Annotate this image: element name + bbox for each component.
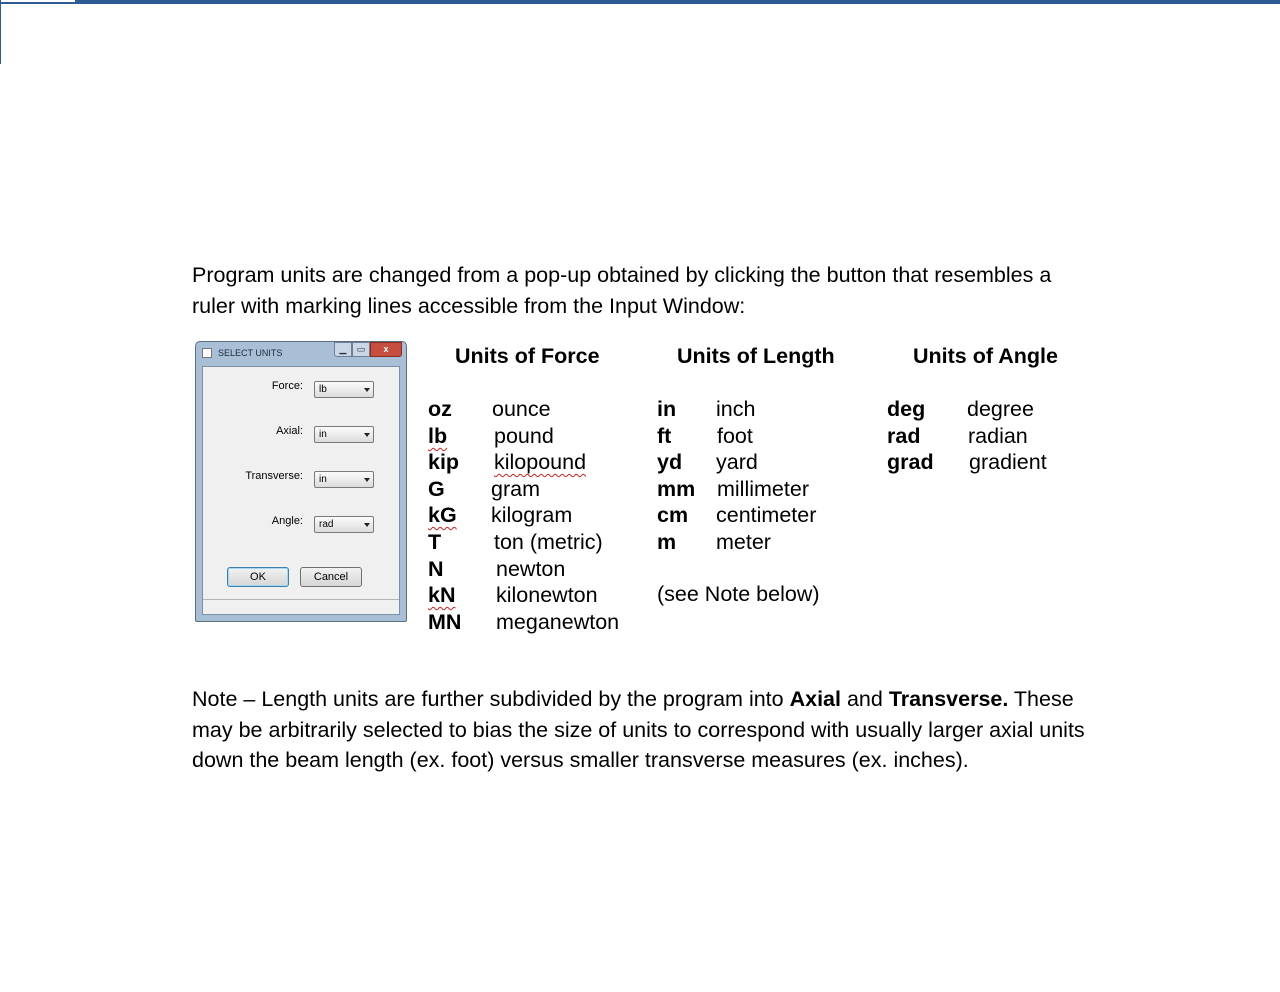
maximize-icon[interactable]: ▭ <box>352 342 370 357</box>
angle-unit-name: degree <box>967 397 1034 421</box>
close-icon[interactable]: x <box>370 342 402 357</box>
cancel-button[interactable]: Cancel <box>300 567 362 587</box>
chevron-down-icon <box>364 478 370 482</box>
transverse-select[interactable] <box>314 471 374 488</box>
chevron-down-icon <box>364 388 370 392</box>
angle-units-header: Units of Angle <box>913 344 1058 368</box>
dialog-titlebar[interactable] <box>196 342 406 364</box>
left-border-line <box>0 0 1 64</box>
note-rest: These may be arbitrarily selected to bias the size of units to correspond with usually larger axial units down the beam length (ex. foot) versus smaller transverse measures (ex. inches). <box>192 687 1085 772</box>
force-unit-name: kilogram <box>491 503 573 527</box>
length-unit-name: foot <box>717 424 753 448</box>
angle-select[interactable] <box>314 516 374 533</box>
note-paragraph <box>192 684 1097 776</box>
dialog-body <box>202 366 400 615</box>
angle-unit-name: gradient <box>969 450 1047 474</box>
length-unit-name: inch <box>716 397 756 421</box>
note-axial: Axial <box>789 687 841 711</box>
length-unit-code: in <box>657 397 677 421</box>
length-unit-name: millimeter <box>717 477 809 501</box>
force-unit-name: kilonewton <box>496 583 598 607</box>
length-units-header: Units of Length <box>677 344 835 368</box>
length-note-reference: (see Note below) <box>657 582 820 606</box>
minimize-icon[interactable]: ▁ <box>334 342 352 357</box>
angle-unit-code: grad <box>887 450 934 474</box>
dialog-title: SELECT UNITS <box>218 348 283 358</box>
note-and: and <box>840 687 889 711</box>
window-controls <box>334 342 402 358</box>
chevron-down-icon <box>364 433 370 437</box>
length-unit-code: cm <box>657 503 689 527</box>
axial-select-value: in <box>319 429 327 440</box>
length-unit-code: m <box>657 530 677 554</box>
force-unit-code: kG <box>428 503 457 527</box>
force-unit-name: ounce <box>492 397 551 421</box>
force-unit-name: kilopound <box>494 450 587 474</box>
length-unit-code: mm <box>657 477 696 501</box>
axial-label: Axial: <box>276 425 303 437</box>
chevron-down-icon <box>364 523 370 527</box>
force-select-value: lb <box>319 384 327 395</box>
force-unit-code: T <box>428 530 442 554</box>
length-unit-name: yard <box>716 450 758 474</box>
force-unit-name: meganewton <box>496 610 620 634</box>
length-unit-name: meter <box>716 530 771 554</box>
ok-button[interactable]: OK <box>227 567 289 587</box>
transverse-label: Transverse: <box>245 470 303 482</box>
length-unit-code: yd <box>657 450 683 474</box>
note-transverse: Transverse. <box>888 687 1009 711</box>
angle-unit-code: rad <box>887 424 921 448</box>
force-unit-code: G <box>428 477 445 501</box>
force-unit-name: newton <box>496 557 566 581</box>
force-unit-code: kN <box>428 583 456 607</box>
force-unit-code: lb <box>428 424 448 448</box>
force-unit-code: MN <box>428 610 462 634</box>
top-border-gap <box>0 0 75 2</box>
force-label: Force: <box>271 380 303 392</box>
status-bar <box>203 599 399 615</box>
intro-paragraph: Program units are changed from a pop-up obtained by clicking the button that resembles a ruler with marking lines accessible from the Input Window: <box>192 263 1052 318</box>
note-prefix: Note – Length units are further subdivided by the program into <box>192 687 790 711</box>
force-unit-code: oz <box>428 397 452 421</box>
top-border-bar <box>0 0 1280 4</box>
force-unit-name: ton (metric) <box>494 530 603 554</box>
force-unit-code: N <box>428 557 444 581</box>
axial-select[interactable] <box>314 426 374 443</box>
force-units-header: Units of Force <box>455 344 600 368</box>
force-unit-name: gram <box>491 477 540 501</box>
app-icon <box>202 348 212 358</box>
force-unit-name: pound <box>494 424 554 448</box>
angle-label: Angle: <box>271 515 303 527</box>
select-units-dialog <box>195 341 407 622</box>
angle-select-value: rad <box>319 519 334 530</box>
transverse-select-value: in <box>319 474 327 485</box>
length-unit-name: centimeter <box>716 503 817 527</box>
angle-unit-name: radian <box>968 424 1028 448</box>
force-unit-code: kip <box>428 450 460 474</box>
length-unit-code: ft <box>657 424 672 448</box>
angle-unit-code: deg <box>887 397 926 421</box>
force-select[interactable] <box>314 381 374 398</box>
